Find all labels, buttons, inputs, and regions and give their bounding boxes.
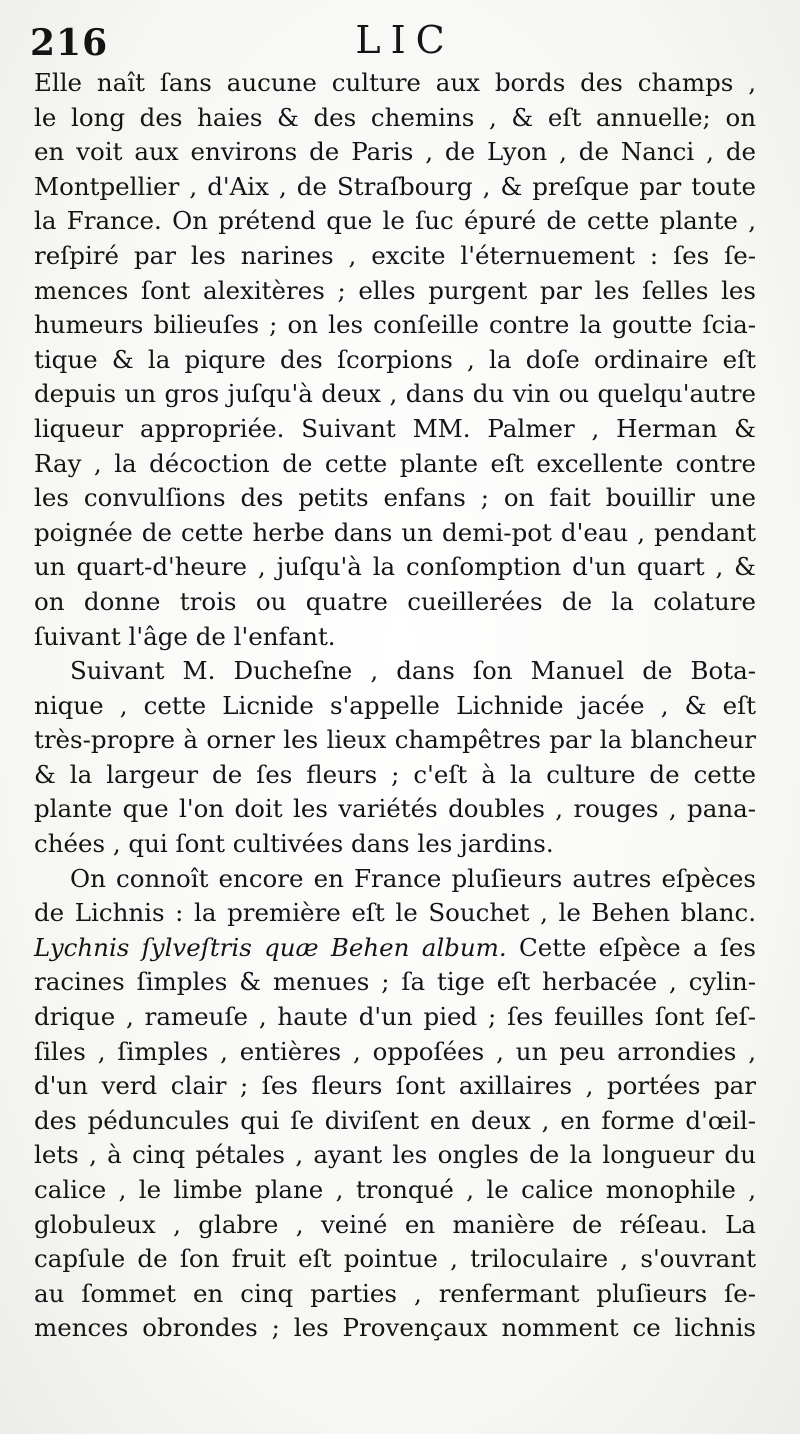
text-line: globuleux , glabre , veiné en manière de réſeau. La [34, 1209, 756, 1239]
text-line: le long des haies & des chemins , & eſt annuelle; on [34, 102, 756, 132]
paragraph [34, 654, 756, 862]
text-line-mixed [34, 931, 756, 966]
text-line: lets , à cinq pétales , ayant les ongles de la longueur du [34, 1140, 756, 1170]
text-line: & la largeur de ſes fleurs ; c'eſt à la culture de cette [34, 759, 756, 789]
text-line: racines ſimples & menues ; ſa tige eſt herbacée , cylin- [34, 967, 756, 997]
text-line: liqueur appropriée. Suivant MM. Palmer , Herman & [34, 413, 756, 443]
text-line: d'un verd clair ; ſes fleurs ſont axillaires , portées par [34, 1071, 756, 1101]
text-line: un quart-d'heure , juſqu'à la conſomption d'un quart , & [34, 552, 756, 582]
page-number: 216 [30, 22, 109, 64]
text-line: au ſommet en cinq parties , renfermant pluſieurs ſe- [34, 1278, 756, 1308]
text-line: très-propre à orner les lieux champêtres par la blancheur [34, 725, 756, 755]
text-line: reſpiré par les narines , excite l'éternuement : ſes ſe- [34, 240, 756, 270]
text-line: drique , rameuſe , haute d'un pied ; ſes feuilles ſont ſeſ- [34, 1002, 756, 1032]
text-line: de Lichnis : la première eſt le Souchet , le Behen blanc. [34, 898, 756, 928]
text-line: des péduncules qui ſe diviſent en deux , en forme d'œil- [34, 1105, 756, 1135]
text-line: mences obrondes ; les Provençaux nomment ce lichnis [34, 1313, 756, 1343]
running-head: LIC [355, 18, 455, 62]
text-line: depuis un gros juſqu'à deux , dans du vin ou quelqu'autre [34, 379, 756, 409]
text-segment: Cette eſpèce a ſes [506, 932, 756, 962]
text-line: chées , qui ſont cultivées dans les jardins. [34, 829, 554, 859]
text-line: les convulſions des petits enfans ; on fait bouillir une [34, 483, 756, 513]
text-line: la France. On prétend que le ſuc épuré de cette plante , [34, 206, 756, 236]
text-line: tique & la piqure des ſcorpions , la doſe ordinaire eſt [34, 344, 756, 374]
text-line: Elle naît ſans aucune culture aux bords des champs , [34, 68, 756, 97]
paragraph [34, 66, 756, 654]
text-line: Montpellier , d'Aix , de Straſbourg , & preſque par toute [34, 171, 756, 201]
text-line: Ray , la décoction de cette plante eſt excellente contre [34, 448, 756, 478]
text-line: capſule de ſon fruit eſt pointue , triloculaire , s'ouvrant [34, 1244, 756, 1274]
text-line: On connoît encore en France pluſieurs autres eſpèces [70, 863, 756, 893]
text-line: calice , le limbe plane , tronqué , le calice monophile , [34, 1175, 756, 1204]
text-line: ſuivant l'âge de l'enfant. [34, 621, 336, 651]
page-header [30, 18, 770, 68]
text-line: ſiles , ſimples , entières , oppoſées , un peu arrondies , [34, 1036, 756, 1066]
text-line: Suivant M. Ducheſne , dans ſon Manuel de Bota- [70, 656, 756, 686]
text-line: plante que l'on doit les variétés doubles , rouges , pana- [34, 794, 756, 824]
latin-binomial: Lychnis ſylveſtris quæ Behen album. [34, 932, 507, 962]
text-line: mences ſont alexitères ; elles purgent par les ſelles les [34, 275, 756, 305]
text-line: poignée de cette herbe dans un demi-pot d'eau , pendant [34, 517, 756, 547]
text-line: on donne trois ou quatre cueillerées de la colature [34, 586, 756, 616]
text-line: en voit aux environs de Paris , de Lyon , de Nanci , de [34, 137, 756, 167]
paragraph [34, 862, 756, 1346]
text-line: humeurs bilieuſes ; on les conſeille contre la goutte ſcia- [34, 310, 756, 340]
text-line: nique , cette Licnide s'appelle Lichnide jacée , & eſt [34, 690, 756, 720]
body-text [34, 66, 756, 1346]
